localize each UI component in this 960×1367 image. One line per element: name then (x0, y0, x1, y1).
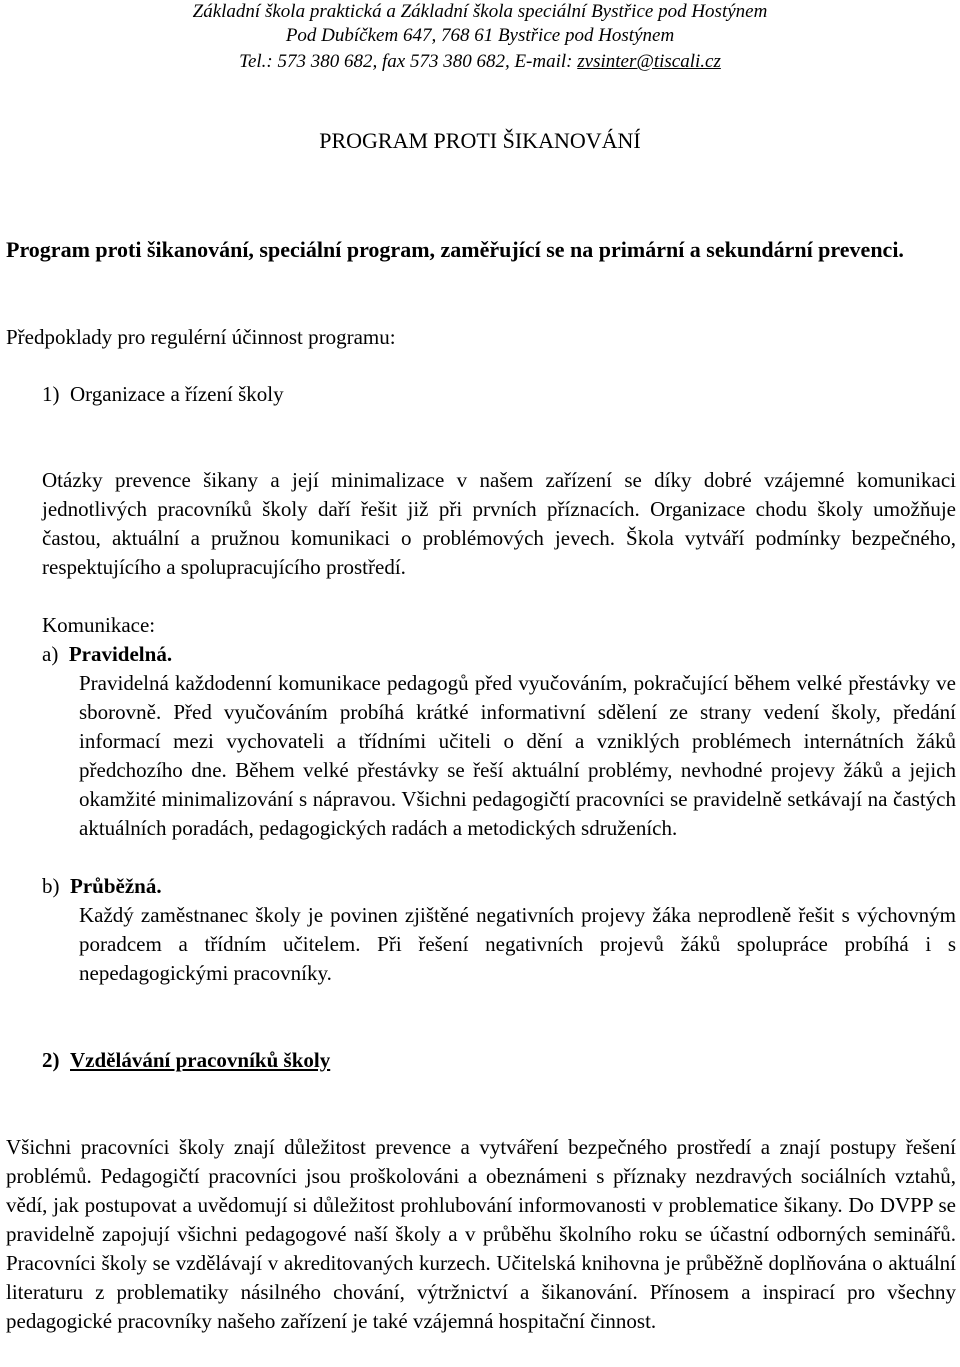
item-b-marker: b) (42, 874, 60, 898)
school-address-line: Pod Dubíčkem 647, 768 61 Bystřice pod Hostýnem (285, 25, 675, 46)
school-contact-line (0, 50, 960, 74)
section2-heading: Vzdělávání pracovníků školy (70, 1048, 331, 1072)
document-title: PROGRAM PROTI ŠIKANOVÁNÍ (319, 128, 641, 153)
section1-heading-row (42, 380, 942, 409)
section2-paragraph: Všichni pracovníci školy znají důležitost prevence a vytváření bezpečného prostředí a znají postupy řešení problémů. Pedagogičtí pracovníci jsou proškolováni a obeznámeni s příznaky nezdravých sociálních vztahů, vědí, jak postupovat a uvědomují si důležitost prohlubování informovanosti v problematice šikany. Do DVPP se pravidelně zapojují všichni pedagogové naší školy a v průběhu školního roku se účastní odborných seminářů. Pracovníci školy se vzdělávají v akreditovaných kurzech. Učitelská knihovna je průběžně doplňována o aktuální literaturu z problematiky násilného chování, výtržnictví a šikanování. Přínosem a inspirací pro všechny pedagogické pracovníky našeho zařízení je také vzájemná hospitační činnost. (6, 1135, 956, 1333)
item-a-text: Pravidelná každodenní komunikace pedagogů před vyučováním, pokračující během velké přestávky ve sborovně. Před vyučováním probíhá krátké informativní sdělení ze strany vedení školy, předání informací mezi vychovateli a třídními učiteli o dění a vzniklých problémech internátních žáků předchozího dne. Během velké přestávky se řeší aktuální problémy, nevhodné projevy žáků a jejich okamžité minimalizování s nápravou. Všichni pedagogičtí pracovníci se pravidelně setkávají na častých aktuálních poradách, pedagogických radách a metodických sdruženích. (79, 671, 956, 840)
communication-label: Komunikace: (42, 613, 156, 637)
section1-paragraph: Otázky prevence šikany a její minimalizace v našem zařízení se díky dobré vzájemné komunikaci jednotlivých pracovníků školy daří řešit již při prvních příznacích. Organizace chodu školy umožňuje častou, aktuální a pružnou komunikaci o problémových jevech. Škola vytváří podmínky bezpečného, respektujícího a spolupracujícího prostředí. (42, 468, 956, 579)
section2-heading-row (42, 1046, 942, 1075)
item-a-heading-row (42, 640, 542, 669)
prerequisites-heading: Předpoklady pro regulérní účinnost programu: (6, 325, 396, 349)
item-b-title: Průběžná. (70, 874, 162, 898)
item-b-text: Každý zaměstnanec školy je povinen zjištěné negativních projevy žáka neprodleně řešit s výchovným poradcem a třídním učitelem. Při řešení negativních projevů žáků spolupráce probíhá i s nepedagogickými pracovníky. (79, 903, 956, 985)
item-b-heading-row (42, 872, 542, 901)
email-link[interactable]: zvsinter@tiscali.cz (577, 51, 721, 72)
contact-text: Tel.: 573 380 682, fax 573 380 682, E-mail: (239, 51, 578, 72)
section2-number: 2) (42, 1048, 60, 1072)
section1-heading: Organizace a řízení školy (70, 382, 284, 406)
section1-number: 1) (42, 382, 60, 406)
school-name-line: Základní škola praktická a Základní škola speciální Bystřice pod Hostýnem (192, 1, 768, 22)
item-a-title: Pravidelná. (68, 642, 173, 666)
program-subtitle: Program proti šikanování, speciální program, zaměřující se na primární a sekundární prevenci. (6, 237, 904, 262)
item-a-marker: a) (42, 642, 59, 666)
